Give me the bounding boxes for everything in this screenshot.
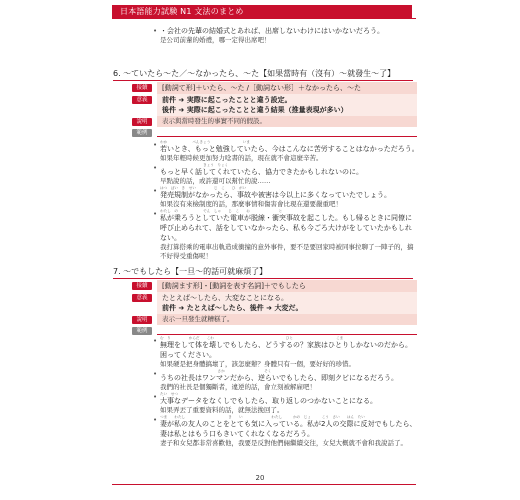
meaning-line: 前件 ➜ たとえば～したら、後件 ➜ 大変だ。	[162, 304, 303, 312]
ruby-text: • わか べんきょう いま	[160, 140, 250, 144]
note-row	[127, 116, 417, 127]
list-item	[153, 186, 418, 209]
ruby-text: • はつ ばい き せい じ こ ひ がい	[160, 186, 247, 190]
example-tag: 範例	[132, 129, 151, 137]
ruby-text: • きょう りょく	[160, 163, 229, 167]
meaning-line: 後件 ➜ 実際に起こったことと違う結果（推量表現が多い）	[162, 106, 348, 114]
example-zh: 妻子和女兒都非常喜歡他，我要是反對他們倆繼續交往，女兒大概就不會和我說話了。	[160, 439, 407, 447]
ruby-text: • つま わたし き い わたし かの じょ こう さい はん たい	[160, 415, 365, 419]
example-jp: 大事なデータをなくしでもしたら、取り返しのつかないことになる。	[160, 397, 377, 405]
example-tag: 範例	[132, 327, 151, 335]
grammar-box	[127, 280, 417, 335]
list-item	[153, 140, 418, 163]
ruby-text: • たい せつ	[160, 392, 178, 396]
example-jp: 私が乗ろうとしていた電車が脱線・衝突事故を起こした。もし帰るときに同僚に呼び止められて、話をしていなかったら、私も今ごろ大けがをしていたかもしれない。	[160, 214, 412, 242]
connect-tag: 接續	[132, 282, 151, 290]
section-divider	[113, 80, 413, 81]
connect-tag: 接續	[132, 84, 151, 92]
note-tag: 說明	[132, 316, 151, 324]
example-zh: 如果年輕時候更加努力唸書的話，現在就不會這麼辛苦。	[160, 154, 323, 162]
example-row	[127, 325, 417, 335]
example-jp: 発売規制がなかったら、事故や被害は今以上に多くなっていたでしょう。	[160, 191, 391, 199]
ruby-text: • わたし の でん しゃ じ こ お と	[160, 209, 283, 213]
list-item	[153, 369, 418, 392]
intro-example	[153, 26, 418, 45]
example-jp: うちの社長はワンマンだから、逆らいでもしたら、即刻クビになるだろう。	[160, 374, 398, 382]
example-jp: もっと早く話してくれていたら、協力できたかもしれないのに。	[160, 168, 363, 176]
example-zh: 我打算搭乘的電車出軌造成衝撞的意外事件，要不是要回家時被同事拉聊了一陣子的，搞不好得受重傷呢！	[160, 243, 414, 260]
example-zh: 是公司前輩的婚禮，哪一定得出席吧！	[160, 36, 271, 44]
meaning-line: 前件 ➜ 実際に起こったことと違う設定。	[162, 96, 292, 104]
page-number: 20	[255, 474, 265, 482]
connect-row	[127, 280, 417, 292]
list-item	[153, 26, 418, 45]
section-title: 7. ～でもしたら【一旦～的話可就麻煩了】	[113, 267, 268, 276]
list-item	[153, 392, 418, 415]
meaning-row	[127, 94, 417, 116]
example-jp: 若いとき、もっと勉強していたら、今はこんなに苦労することはなかっただろう。	[160, 145, 419, 153]
meaning-tag: 意義	[132, 96, 151, 104]
example-list	[153, 336, 418, 448]
example-jp: • ・会社の先輩の結婚式とあれば、出席しないわけにはいかないだろう。	[160, 27, 384, 35]
list-item	[153, 415, 418, 448]
grammar-box	[127, 82, 417, 137]
example-zh: 如果硬是把身體搞壞了，該怎麼辦？身體只有一個，要好好的珍惜。	[160, 360, 355, 368]
page-header: 日本語能力試験 N1 文法のまとめ	[112, 5, 412, 18]
header-divider	[112, 18, 416, 19]
example-zh: 早點說的話，或許還可以幫忙的說……	[160, 177, 271, 185]
connect-text: [動詞ます形]・[動詞を表す名詞]＋でもしたら	[162, 282, 306, 290]
example-row	[127, 127, 417, 137]
ruby-text: • さか そく	[160, 369, 272, 373]
section-title: 6. ～ていたら～た／～なかったら、～た【如果當時有（沒有）～就發生～了】	[113, 69, 396, 78]
connect-row	[127, 82, 417, 94]
note-tag: 說明	[132, 118, 151, 126]
meaning-tag: 意義	[132, 294, 151, 302]
example-zh: 我們的社長是個獨斷者，違逆的話，會立刻被解雇吧！	[160, 383, 316, 391]
list-item	[153, 163, 418, 186]
note-row	[127, 314, 417, 325]
example-jp: 妻が私の友人のことをとても気に入っている。私が2人の交際に反対でもしたら、妻は私とはもう口もきいてくれなくなるだろう。	[160, 420, 417, 438]
connect-text: [動詞て形]＋いたら、～た /［動詞ない形］＋なかったら、～た	[162, 84, 362, 92]
meaning-row	[127, 292, 417, 314]
example-zh: 如果沒有來檢制度的話，那麼事情和傷害會比現在還要嚴重吧！	[160, 200, 342, 208]
list-item	[153, 209, 418, 261]
note-text: 表示與當時發生的事實不同的假設。	[162, 117, 266, 125]
note-text: 表示一旦發生就糟糕了。	[162, 315, 234, 323]
meaning-line: たとえば～したら、大変なことになる。	[162, 294, 288, 302]
list-item	[153, 336, 418, 369]
example-jp: 無理をして体を壊しでもしたら、どうするの？家族はひとりしかないのだから。困ってください。	[160, 341, 412, 359]
example-zh: 如果弄丟了重要資料的話，就無法挽回了。	[160, 406, 284, 414]
section-divider	[113, 278, 413, 279]
footer-divider	[112, 484, 416, 485]
example-list	[153, 140, 418, 261]
ruby-text: • む り からだ こわ ひと こま	[160, 336, 344, 340]
